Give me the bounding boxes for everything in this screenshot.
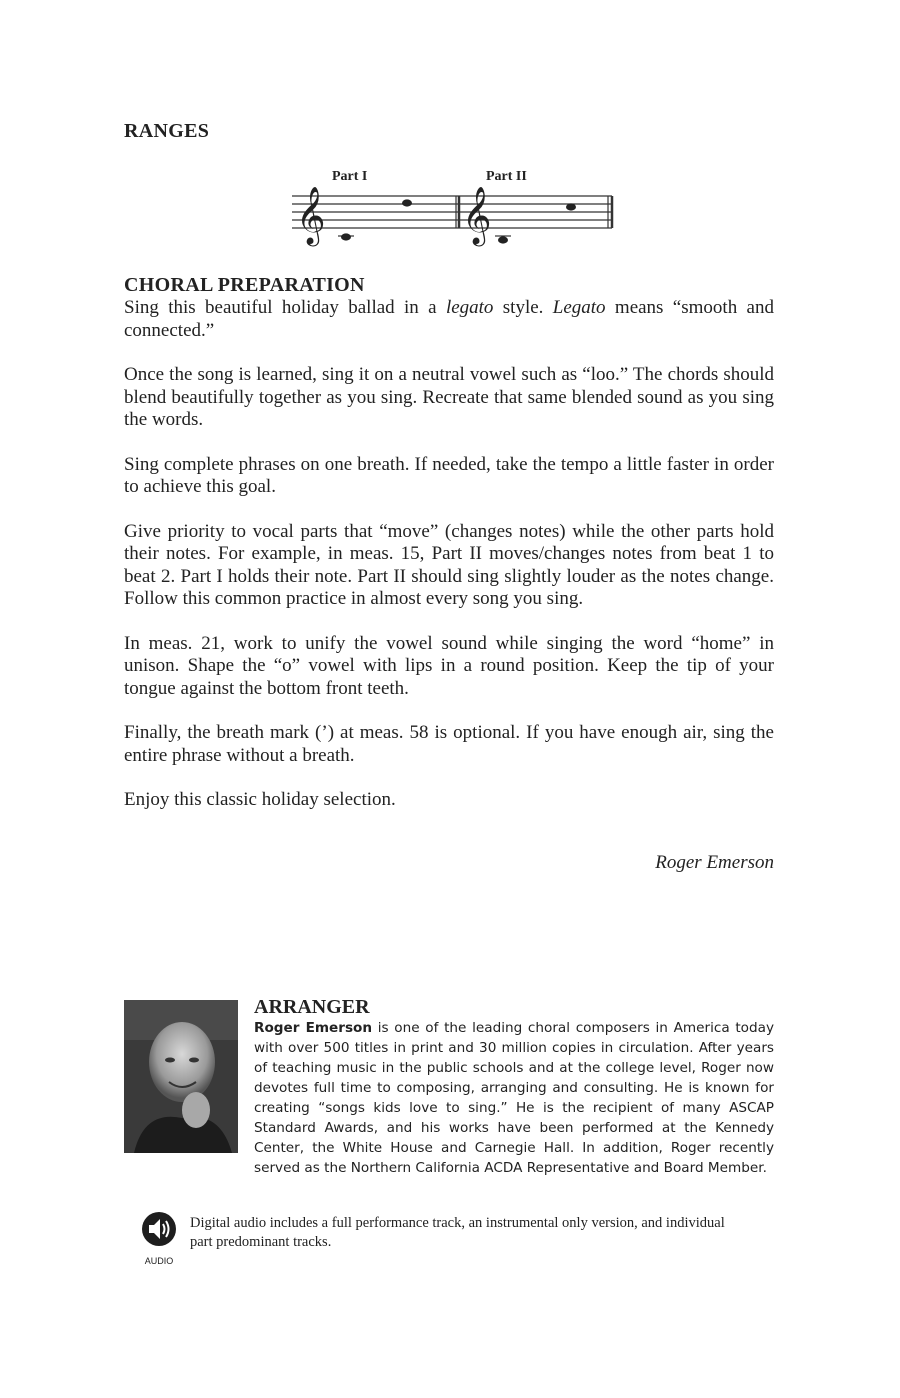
paragraph: Finally, the breath mark (’) at meas. 58 is optional. If you have enough air, sing the entire phrase without a breath. xyxy=(124,722,774,766)
paragraph: Sing this beautiful holiday ballad in a legato style. Legato means “smooth and connected.” xyxy=(124,297,774,341)
ranges-staff xyxy=(290,160,620,255)
ranges-heading: RANGES xyxy=(124,120,210,142)
note-low xyxy=(498,236,508,243)
audio-description: Digital audio includes a full performance track, an instrumental only version, and individual part predominant tracks. xyxy=(190,1215,725,1250)
arranger-photo xyxy=(124,1000,238,1153)
audio-badge xyxy=(140,1210,178,1268)
note-low xyxy=(341,233,351,240)
treble-clef-icon: 𝄞 xyxy=(296,186,326,244)
choral-body xyxy=(124,297,774,834)
speaker-icon xyxy=(140,1210,178,1268)
choral-heading: CHORAL PREPARATION xyxy=(124,274,365,296)
paragraph: In meas. 21, work to unify the vowel sound while singing the word “home” in unison. Shape the “o” vowel with lips in a round position. Keep the tip of your tongue against the bottom front teeth. xyxy=(124,632,774,699)
treble-clef-icon: 𝄞 xyxy=(462,186,492,244)
arranger-heading: ARRANGER xyxy=(254,996,370,1018)
paragraph: Give priority to vocal parts that “move” (changes notes) while the other parts hold their notes. For example, in meas. 15, Part II moves/changes notes from beat 1 to beat 2. Part I holds their note. Part II should sing slightly louder as the notes change. Follow this common practice in almost every song you sing. xyxy=(124,520,774,609)
part1-label: Part I xyxy=(332,169,368,184)
part2-label: Part II xyxy=(486,169,527,184)
note-high xyxy=(566,203,576,210)
paragraph: Enjoy this classic holiday selection. xyxy=(124,789,396,810)
staff-lines xyxy=(292,196,612,228)
note-high xyxy=(402,199,412,206)
signature: Roger Emerson xyxy=(655,852,774,873)
arranger-bio: Roger Emerson is one of the leading choral composers in America today with over 500 titles in print and 30 million copies in circulation. After years of teaching music in the public schools and at the college level, Roger now devotes full time to composing, arranging and consulting. He is known for creating “songs kids love to sing.” He is the recipient of many ASCAP Standard Awards, and his works have been performed at the Kennedy Center, the White House and Carnegie Hall. In addition, Roger recently served as the Northern California ACDA Representative and Board Member. xyxy=(254,1020,774,1176)
paragraph: Sing complete phrases on one breath. If needed, take the tempo a little faster in order to achieve this goal. xyxy=(124,453,774,497)
arranger-name: Roger Emerson xyxy=(254,1020,373,1036)
audio-label: AUDIO xyxy=(144,1256,174,1266)
paragraph: Once the song is learned, sing it on a neutral vowel such as “loo.” The chords should blend beautifully together as you sing. Recreate that same blended sound as you sing the words. xyxy=(124,364,774,430)
staff-graphic xyxy=(290,160,620,255)
